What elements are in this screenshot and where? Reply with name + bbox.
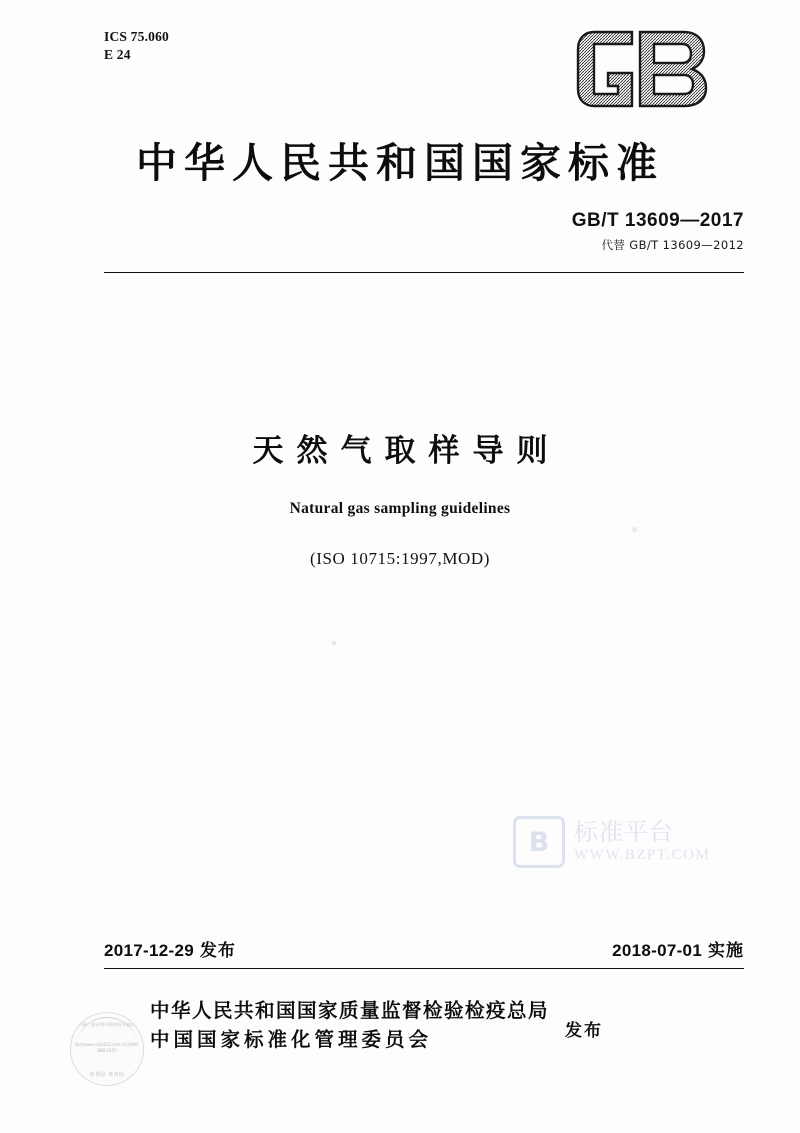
- document-title-english: Natural gas sampling guidelines: [289, 500, 511, 517]
- standard-number-block: [572, 210, 744, 253]
- effective-date-label: 实施: [708, 941, 744, 961]
- issuer-line-2: 中国国家标准化管理委员会: [150, 1028, 433, 1052]
- date-row: [104, 936, 744, 961]
- standard-number: GB/T 13609—2017: [571, 210, 744, 231]
- seal-top-text: 扫描二维码辨识防伪标识真伪: [78, 1022, 136, 1027]
- watermark: [513, 816, 710, 868]
- seal-bottom-text: 防伪层 查真伪: [89, 1072, 125, 1078]
- issue-date: 2017-12-29: [104, 941, 194, 960]
- ics-classification-block: [104, 28, 169, 64]
- replaced-standard: 代替 GB/T 13609—2012: [601, 238, 744, 252]
- iso-reference: (ISO 10715:1997,MOD): [309, 549, 491, 568]
- header-divider: [104, 272, 744, 273]
- effective-date: 2018-07-01: [612, 941, 703, 960]
- gb-national-standard-emblem-icon: [572, 26, 712, 112]
- watermark-url: WWW.BZPT.COM: [574, 847, 711, 864]
- footer-divider: [104, 968, 744, 969]
- issue-date-group: [104, 936, 236, 961]
- publish-label: 发布: [565, 1020, 604, 1041]
- scan-artifact: [332, 641, 336, 645]
- issuer-block: [150, 996, 603, 1055]
- watermark-badge-icon: B: [513, 816, 565, 868]
- scan-artifact: [632, 527, 637, 532]
- issue-date-label: 发布: [199, 941, 236, 961]
- anti-counterfeit-seal-icon: [70, 1012, 144, 1086]
- page-title: 中华人民共和国国家标准: [136, 139, 664, 187]
- issuer-line-1: 中华人民共和国国家质量监督检验检疫总局: [150, 999, 550, 1022]
- effective-date-group: [612, 936, 744, 961]
- document-title-chinese: 天然气取样导则: [252, 433, 561, 469]
- seal-mid-text: 网站www.cnhz315.com 电话400-888-5555: [75, 1042, 139, 1053]
- watermark-name: 标准平台: [574, 818, 674, 847]
- classification-code: E 24: [104, 47, 131, 63]
- ics-number: ICS 75.060: [104, 29, 170, 44]
